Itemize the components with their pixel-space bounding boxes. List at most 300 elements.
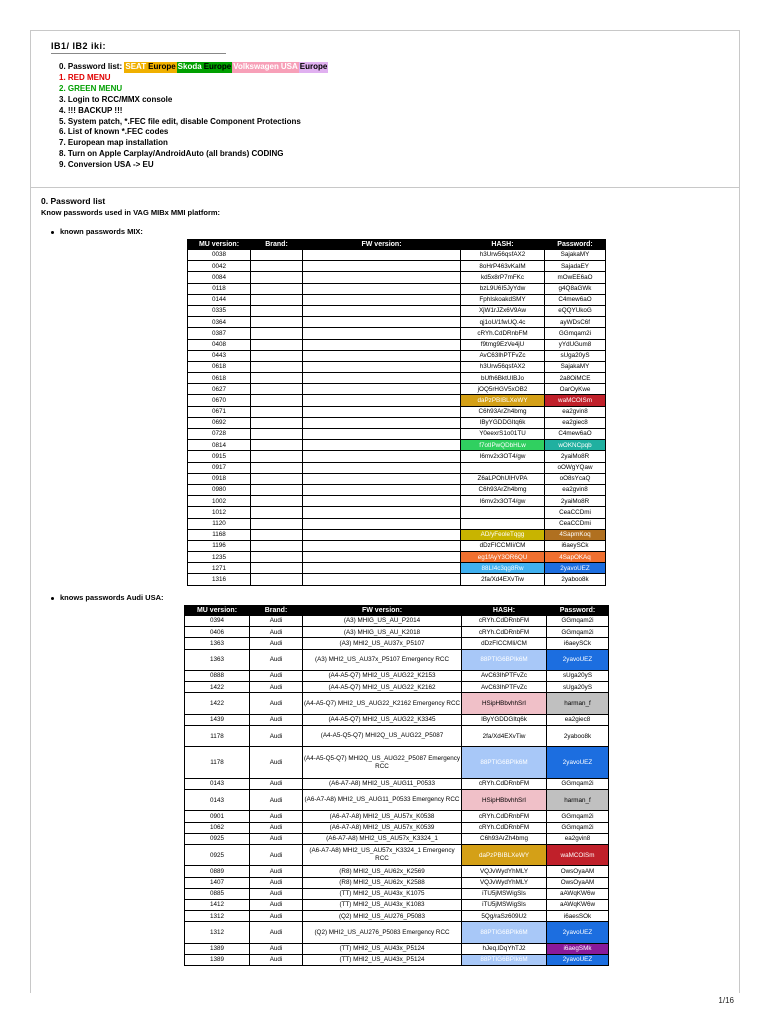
password-cell: 2yavoUEZ <box>547 922 609 943</box>
brand-region-tag: Europe <box>299 62 328 71</box>
toc-item-label: 3. Login to RCC/MMX console <box>59 94 173 104</box>
mu-version-cell: 0627 <box>188 384 251 395</box>
hash-cell: C6h93ArZh4bmg <box>461 406 545 417</box>
mu-version-cell: 0364 <box>188 317 251 328</box>
fw-version-cell <box>303 373 461 384</box>
fw-version-cell <box>303 384 461 395</box>
table-row <box>185 790 609 811</box>
brand-cell <box>251 417 303 428</box>
fw-version-cell: (A4-A5-Q5-Q7) MHI2Q_US_AUG22_P5087 Emergency RCC <box>303 747 462 779</box>
fw-version-cell: (A6-A7-A8) MHI2_US_AUG11_P0533 Emergency RCC <box>303 790 462 811</box>
brand-cell: Audi <box>250 833 303 844</box>
brand-cell: Audi <box>250 877 303 888</box>
brand-cell <box>251 406 303 417</box>
password-cell: 2yavoUEZ <box>545 563 606 574</box>
table-row <box>188 440 606 451</box>
fw-version-cell: (A4-A5-Q7) MHI2_US_AUG22_K2162 <box>303 682 462 693</box>
password-cell: sUga20yS <box>547 670 609 681</box>
hash-cell: AvC63IhPTFvZc <box>462 682 547 693</box>
brand-cell <box>251 451 303 462</box>
mu-version-cell: 1002 <box>188 496 251 507</box>
fw-version-cell: (A4-A5-Q7) MHI2_US_AUG22_K2153 <box>303 670 462 681</box>
hash-cell: cRYh.CdDRnbFM <box>462 811 547 822</box>
password-cell: GGmqam2i <box>545 328 606 339</box>
brand-cell <box>251 473 303 484</box>
mu-version-cell: 0042 <box>188 261 251 272</box>
password-cell: 2yaboo8k <box>545 574 606 585</box>
mu-version-cell: 1312 <box>185 922 250 943</box>
table-row <box>188 395 606 406</box>
fw-version-cell <box>303 529 461 540</box>
password-cell: waMCOISm <box>547 845 609 866</box>
table-row <box>188 328 606 339</box>
password-cell: CeaCCDmi <box>545 507 606 518</box>
hash-cell: iTU5jMSWigSls <box>462 899 547 910</box>
brand-cell: Audi <box>250 725 303 746</box>
brand-cell: Audi <box>250 649 303 670</box>
brand-cell <box>251 373 303 384</box>
table-row <box>185 877 609 888</box>
hash-cell: XjW1rJZx6V9Aw <box>461 305 545 316</box>
column-header: Brand: <box>251 240 303 250</box>
mu-version-cell: 0618 <box>188 361 251 372</box>
table-row <box>188 317 606 328</box>
password-cell: sUga20yS <box>547 682 609 693</box>
password-cell: harman_f <box>547 790 609 811</box>
toc-item-label: 4. !!! BACKUP !!! <box>59 105 123 115</box>
brand-region-tag: USA <box>280 62 298 71</box>
table-row <box>185 822 609 833</box>
table-of-contents <box>59 62 328 171</box>
mu-version-cell: 0394 <box>185 616 250 627</box>
mu-version-cell: 1316 <box>188 574 251 585</box>
table-row <box>185 845 609 866</box>
table-header-row <box>188 240 606 250</box>
mu-version-cell: 0885 <box>185 888 250 899</box>
mu-version-cell: 1363 <box>185 638 250 649</box>
table-row <box>188 462 606 473</box>
brand-cell: Audi <box>250 670 303 681</box>
toc-item[interactable] <box>59 138 328 149</box>
brand-cell <box>251 563 303 574</box>
table-row <box>188 261 606 272</box>
column-header: HASH: <box>462 606 547 616</box>
hash-cell: daPzPBIBLXeWY <box>462 845 547 866</box>
fw-version-cell: (A4-A5-Q7) MHI2_US_AUG22_K2162 Emergency RCC <box>303 693 462 714</box>
section-description: Know passwords used in VAG MIBx MMI platform: <box>41 208 221 217</box>
brand-cell <box>251 272 303 283</box>
fw-version-cell <box>303 574 461 585</box>
brand-cell: Audi <box>250 822 303 833</box>
password-cell: C4mew6aO <box>545 429 606 440</box>
table-row <box>188 484 606 495</box>
password-cell: GGmqam2i <box>547 616 609 627</box>
password-cell: SajakaMY <box>545 250 606 261</box>
password-cell: 2yavoUEZ <box>547 649 609 670</box>
column-header: FW version: <box>303 240 461 250</box>
fw-version-cell <box>303 462 461 473</box>
brand-cell <box>251 339 303 350</box>
table-row <box>188 529 606 540</box>
fw-version-cell: (A3) MHIG_US_AU_P2014 <box>303 616 462 627</box>
fw-version-cell <box>303 540 461 551</box>
brand-cell <box>251 507 303 518</box>
hash-cell: AD/yFeoleTqgg <box>461 529 545 540</box>
fw-version-cell <box>303 250 461 261</box>
hash-cell: IByYGDDGItq6k <box>461 417 545 428</box>
hash-cell: 8oHrP463vKaIM <box>461 261 545 272</box>
table-row <box>188 339 606 350</box>
mu-version-cell: 1178 <box>185 725 250 746</box>
hash-cell: iTU5jMSWigSls <box>462 888 547 899</box>
password-cell: aAWqKW6w <box>547 899 609 910</box>
brand-cell <box>251 261 303 272</box>
table-row <box>185 911 609 922</box>
fw-version-cell: (A3) MHI2_US_AU37x_P5107 Emergency RCC <box>303 649 462 670</box>
bullet-label: known passwords MIX: <box>60 227 143 236</box>
toc-item[interactable] <box>59 95 328 106</box>
mu-version-cell: 0143 <box>185 778 250 789</box>
brand-cell: Audi <box>250 778 303 789</box>
password-cell: i6aesSOk <box>547 911 609 922</box>
fw-version-cell: (Q2) MHI2_US_AU276_P5083 <box>303 911 462 922</box>
password-cell: eQQYUkoG <box>545 305 606 316</box>
password-cell: GGmqam2i <box>547 811 609 822</box>
table-row <box>188 417 606 428</box>
bullet-label: knows passwords Audi USA: <box>60 593 164 602</box>
mu-version-cell: 1120 <box>188 518 251 529</box>
mu-version-cell: 0889 <box>185 866 250 877</box>
toc-item-label: 1. RED MENU <box>59 72 111 82</box>
hash-cell: AvC63IhPTFvZc <box>461 350 545 361</box>
mu-version-cell: 0118 <box>188 283 251 294</box>
hash-cell: IByYGDDGItq6k <box>462 714 547 725</box>
fw-version-cell: (TT) MHI2_US_AU43x_K1075 <box>303 888 462 899</box>
fw-version-cell <box>303 417 461 428</box>
brand-cell <box>251 574 303 585</box>
brand-cell: Audi <box>250 638 303 649</box>
hash-cell <box>461 462 545 473</box>
page-number: 1/16 <box>718 996 734 1005</box>
toc-item[interactable] <box>59 127 328 138</box>
fw-version-cell <box>303 473 461 484</box>
mu-version-cell: 0671 <box>188 406 251 417</box>
mu-version-cell: 0901 <box>185 811 250 822</box>
mu-version-cell: 0618 <box>188 373 251 384</box>
table-row <box>188 350 606 361</box>
password-cell: i6aeySCk <box>545 540 606 551</box>
fw-version-cell: (Q2) MHI2_US_AU276_P5083 Emergency RCC <box>303 922 462 943</box>
table-row <box>188 518 606 529</box>
table-row <box>188 272 606 283</box>
toc-item-label: 2. GREEN MENU <box>59 83 123 93</box>
table-row <box>185 943 609 954</box>
table-of-contents-box <box>31 31 739 188</box>
password-cell: wOKNCpqb <box>545 440 606 451</box>
hash-cell: h3Urw56qsfAX2 <box>461 361 545 372</box>
brand-cell: Audi <box>250 616 303 627</box>
table-row <box>185 811 609 822</box>
hash-cell: 88PTIG6BPIk6M <box>462 649 547 670</box>
hash-cell: bUfh6BktUIBJo <box>461 373 545 384</box>
mu-version-cell: 0925 <box>185 833 250 844</box>
table-row <box>185 714 609 725</box>
brand-cell <box>251 462 303 473</box>
mu-version-cell: 0980 <box>188 484 251 495</box>
mu-version-cell: 1196 <box>188 540 251 551</box>
table-row <box>185 638 609 649</box>
hash-cell: HSipHBbvhhSrI <box>462 790 547 811</box>
brand-cell: Audi <box>250 790 303 811</box>
password-cell: harman_f <box>547 693 609 714</box>
hash-cell: daPzPBIBLXeWY <box>461 395 545 406</box>
mu-version-cell: 0387 <box>188 328 251 339</box>
brand-cell: Audi <box>250 627 303 638</box>
hash-cell: 88LI4c3qg8Rw <box>461 563 545 574</box>
password-cell: sUga20yS <box>545 350 606 361</box>
table-row <box>185 778 609 789</box>
fw-version-cell: (TT) MHI2_US_AU43x_P5124 <box>303 943 462 954</box>
hash-cell: 2fa/Xd4EXvTiw <box>461 574 545 585</box>
brand-cell: Audi <box>250 866 303 877</box>
mu-version-cell: 0728 <box>188 429 251 440</box>
hash-cell: dDzFICCMIi/CM <box>461 540 545 551</box>
toc-item[interactable] <box>59 149 328 160</box>
hash-cell: cRYh.CdDRnbFM <box>462 627 547 638</box>
toc-item[interactable] <box>59 73 328 84</box>
password-cell: CeaCCDmi <box>545 518 606 529</box>
mu-version-cell: 0670 <box>188 395 251 406</box>
table-row <box>188 429 606 440</box>
mu-version-cell: 0408 <box>188 339 251 350</box>
column-header: FW version: <box>303 606 462 616</box>
brand-cell <box>251 395 303 406</box>
brand-cell <box>251 317 303 328</box>
mu-version-cell: 0925 <box>185 845 250 866</box>
fw-version-cell <box>303 294 461 305</box>
password-cell: oOWgYQaw <box>545 462 606 473</box>
fw-version-cell: (A6-A7-A8) MHI2_US_AUG11_P0533 <box>303 778 462 789</box>
brand-region-tag: Volkswagen <box>233 62 279 71</box>
fw-version-cell <box>303 451 461 462</box>
fw-version-cell <box>303 261 461 272</box>
mu-version-cell: 0918 <box>188 473 251 484</box>
mu-version-cell: 0406 <box>185 627 250 638</box>
table-row <box>188 250 606 261</box>
mu-version-cell: 0888 <box>185 670 250 681</box>
bullet-known-passwords-mix <box>51 227 143 236</box>
bullet-known-passwords-audi <box>51 593 164 602</box>
password-cell: 2yaiMo8R <box>545 451 606 462</box>
hash-cell: qj1oU/1fwUQ.4c <box>461 317 545 328</box>
brand-cell: Audi <box>250 682 303 693</box>
mu-version-cell: 1407 <box>185 877 250 888</box>
mu-version-cell: 1422 <box>185 693 250 714</box>
audi-usa-password-table <box>184 605 609 966</box>
table-row <box>185 693 609 714</box>
brand-cell <box>251 305 303 316</box>
mu-version-cell: 1235 <box>188 552 251 563</box>
mu-version-cell: 1312 <box>185 911 250 922</box>
toc-item[interactable] <box>59 84 328 95</box>
brand-cell <box>251 552 303 563</box>
password-cell: ea2gvin8 <box>547 833 609 844</box>
table-row <box>188 563 606 574</box>
hash-cell: bzL9U6I5JyYdw <box>461 283 545 294</box>
password-cell: ea2gvin8 <box>545 406 606 417</box>
mu-version-cell: 0443 <box>188 350 251 361</box>
fw-version-cell <box>303 552 461 563</box>
password-cell: ea2gvin8 <box>545 484 606 495</box>
mu-version-cell: 0915 <box>188 451 251 462</box>
mu-version-cell: 0692 <box>188 417 251 428</box>
password-cell: 2yavoUEZ <box>547 747 609 779</box>
fw-version-cell: (A4-A5-Q5-Q7) MHI2Q_US_AUG22_P5087 <box>303 725 462 746</box>
table-row <box>188 552 606 563</box>
toc-item-label: 9. Conversion USA -> EU <box>59 160 154 170</box>
fw-version-cell: (R8) MHI2_US_AU62x_K2569 <box>303 866 462 877</box>
mu-version-cell: 1422 <box>185 682 250 693</box>
brand-region-tag: Europe <box>148 62 176 71</box>
brand-cell <box>251 250 303 261</box>
breadcrumb: IB1/ IB2 iki: <box>51 41 107 51</box>
brand-region-tag: SEAT <box>125 62 147 71</box>
fw-version-cell: (R8) MHI2_US_AU62x_K2588 <box>303 877 462 888</box>
password-cell: oO8sYcaQ <box>545 473 606 484</box>
password-cell: yYdUGum8 <box>545 339 606 350</box>
fw-version-cell: (A3) MHIG_US_AU_K2018 <box>303 627 462 638</box>
password-cell: ayWDsC6f <box>545 317 606 328</box>
hash-cell: 2fa/Xd4EXvTiw <box>462 725 547 746</box>
table-row <box>185 627 609 638</box>
table-row <box>188 496 606 507</box>
fw-version-cell <box>303 507 461 518</box>
table-row <box>185 866 609 877</box>
password-cell: i6aeySCk <box>547 638 609 649</box>
hash-cell: f9tmg9EzVe4jU <box>461 339 545 350</box>
fw-version-cell: (A6-A7-A8) MHI2_US_AU57x_K3324_1 <box>303 833 462 844</box>
table-row <box>185 682 609 693</box>
hash-cell: AvC63IhPTFvZc <box>462 670 547 681</box>
mu-version-cell: 1439 <box>185 714 250 725</box>
password-cell: SajadaEY <box>545 261 606 272</box>
fw-version-cell <box>303 272 461 283</box>
bullet-dot <box>51 597 54 600</box>
toc-item-label: 6. List of known *.FEC codes <box>59 127 169 137</box>
table-row <box>188 384 606 395</box>
password-cell: i6aegSMk <box>547 943 609 954</box>
mu-version-cell: 0038 <box>188 250 251 261</box>
password-cell: waMCOISm <box>545 395 606 406</box>
hash-cell <box>461 507 545 518</box>
hash-cell <box>461 518 545 529</box>
toc-item-label: 8. Turn on Apple Carplay/AndroidAuto (all brands) CODING <box>59 149 284 159</box>
brand-cell: Audi <box>250 943 303 954</box>
toc-item-label: 0. Password list: <box>59 62 125 71</box>
brand-cell <box>251 496 303 507</box>
mu-version-cell: 0814 <box>188 440 251 451</box>
password-cell: 2yaiMo8R <box>545 496 606 507</box>
password-cell: GGmqam2i <box>547 822 609 833</box>
table-row <box>185 747 609 779</box>
mu-version-cell: 0335 <box>188 305 251 316</box>
fw-version-cell: (A6-A7-A8) MHI2_US_AU57x_K0538 <box>303 811 462 822</box>
password-cell: 2yaboo8k <box>547 725 609 746</box>
hash-cell: dDzFICCMIi/CM <box>462 638 547 649</box>
hash-cell: VQJvWydYhMLY <box>462 877 547 888</box>
brand-cell: Audi <box>250 899 303 910</box>
password-cell: mOwEE6aO <box>545 272 606 283</box>
hash-cell: kd5x8rP7mFKc <box>461 272 545 283</box>
hash-cell: 88PTIG6BPIk6M <box>462 747 547 779</box>
fw-version-cell <box>303 305 461 316</box>
table-row <box>188 361 606 372</box>
brand-cell <box>251 350 303 361</box>
mix-password-table <box>187 239 606 586</box>
brand-cell <box>251 328 303 339</box>
table-row <box>188 507 606 518</box>
toc-item-label: 7. European map installation <box>59 138 168 148</box>
fw-version-cell <box>303 361 461 372</box>
fw-version-cell: (A4-A5-Q7) MHI2_US_AUG22_K3345 <box>303 714 462 725</box>
hash-cell: C6h93ArZh4bmg <box>461 484 545 495</box>
fw-version-cell <box>303 563 461 574</box>
fw-version-cell <box>303 283 461 294</box>
column-header: HASH: <box>461 240 545 250</box>
fw-version-cell <box>303 484 461 495</box>
document-page <box>30 30 740 993</box>
mu-version-cell: 1412 <box>185 899 250 910</box>
fw-version-cell: (TT) MHI2_US_AU43x_K1083 <box>303 899 462 910</box>
table-row <box>188 473 606 484</box>
hash-cell: cRYh.CdDRnbFM <box>461 328 545 339</box>
fw-version-cell <box>303 395 461 406</box>
column-header: MU version: <box>188 240 251 250</box>
table-row <box>188 373 606 384</box>
hash-cell: I6mv2x3OT4/gw <box>461 496 545 507</box>
fw-version-cell <box>303 496 461 507</box>
mu-version-cell: 1271 <box>188 563 251 574</box>
toc-item[interactable] <box>59 106 328 117</box>
hash-cell: eg1fAyY3OR6QU <box>461 552 545 563</box>
mu-version-cell: 1363 <box>185 649 250 670</box>
hash-cell: 5Qg/raSz609U2 <box>462 911 547 922</box>
hash-cell: 88PTIG6BPIk6M <box>462 922 547 943</box>
table-row <box>185 922 609 943</box>
hash-cell: FphIskoakdSMY <box>461 294 545 305</box>
brand-region-tag: Skoda <box>177 62 202 71</box>
table-row <box>188 451 606 462</box>
fw-version-cell <box>303 317 461 328</box>
password-cell: OwsOyaAM <box>547 877 609 888</box>
hash-cell: cRYh.CdDRnbFM <box>462 822 547 833</box>
toc-item[interactable] <box>59 117 328 128</box>
fw-version-cell <box>303 350 461 361</box>
brand-cell: Audi <box>250 954 303 965</box>
fw-version-cell <box>303 328 461 339</box>
brand-cell <box>251 484 303 495</box>
brand-cell: Audi <box>250 747 303 779</box>
toc-item[interactable] <box>59 160 328 171</box>
password-cell: C4mew6aO <box>545 294 606 305</box>
table-row <box>188 283 606 294</box>
toc-item[interactable] <box>59 62 328 73</box>
fw-version-cell <box>303 440 461 451</box>
brand-cell <box>251 440 303 451</box>
password-cell: OwsOyaAM <box>547 866 609 877</box>
fw-version-cell: (A6-A7-A8) MHI2_US_AU57x_K0539 <box>303 822 462 833</box>
table-row <box>185 649 609 670</box>
